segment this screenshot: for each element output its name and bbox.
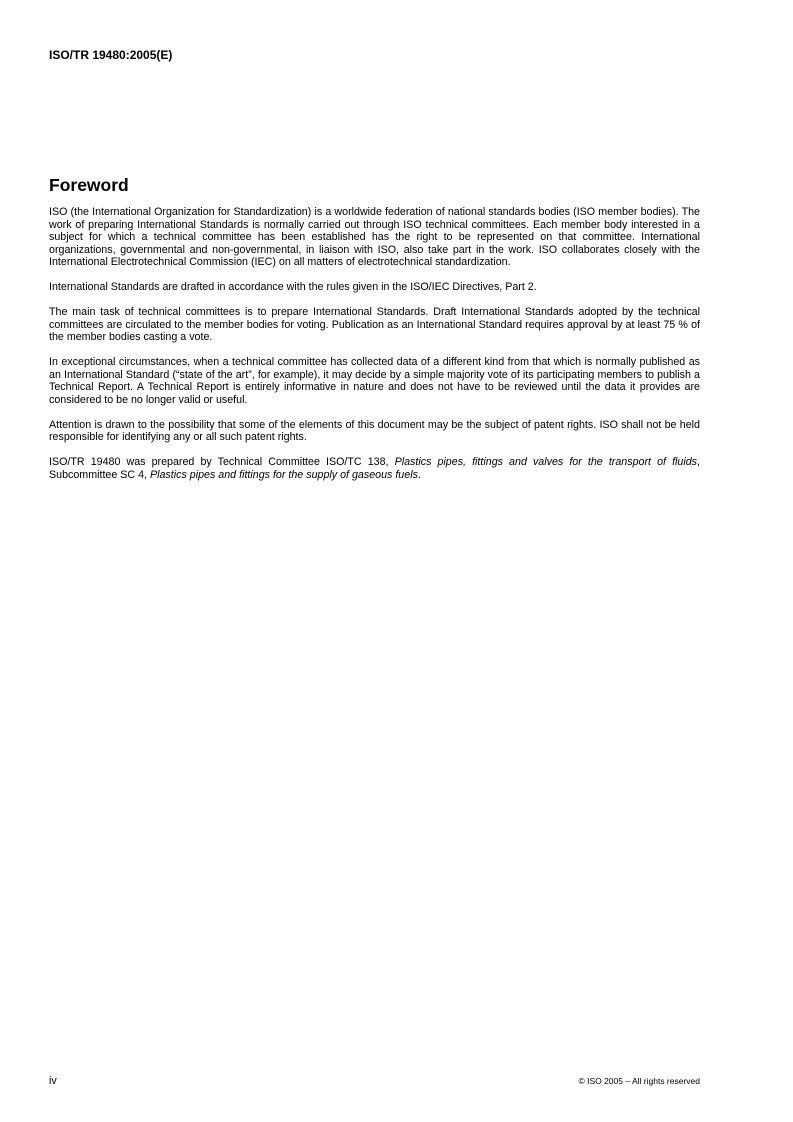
tc-title-italic: Plastics pipes, fittings and valves for the transport of fluids	[394, 456, 698, 468]
paragraph-directives: International Standards are drafted in accordance with the rules given in the ISO/IEC Directives, Part 2.	[49, 281, 537, 293]
section-title: Foreword	[49, 175, 129, 195]
sc-title-italic: Plastics pipes and fittings for the supply of gaseous fuels	[149, 468, 418, 481]
page-number: iv	[49, 1075, 57, 1087]
copyright-notice: © ISO 2005 – All rights reserved	[578, 1076, 700, 1086]
paragraph-exceptional: In exceptional circumstances, when a technical committee has collected data of a different kind from that which is normally published as an International Standard (“state of the art”, for example), it may decide by a simple majority vote of its participating members to publish a Technical Report. A Technical Report is entirely informative in nature and does not have to be reviewed until the data it provides are considered to be no longer valid or useful.	[49, 356, 700, 406]
subcommittee-text: , Subcommittee SC 4,	[49, 456, 701, 481]
paragraph-iso-intro: ISO (the International Organization for Standardization) is a worldwide federation of national standards bodies (ISO member bodies). The work of preparing International Standards is normally carried out through ISO technical committees. Each member body interested in a subject for which a technical committee has been established has the right to be represented on that committee. International organizations, governmental and non-governmental, in liaison with ISO, also take part in the work. ISO collaborates closely with the International Electrotechnical Commission (IEC) on all matters of electrotechnical standardization.	[49, 206, 700, 268]
paragraph-patent: Attention is drawn to the possibility that some of the elements of this document may be the subject of patent rights. ISO shall not be held responsible for identifying any or all such patent rights.	[49, 418, 700, 443]
foreword-body	[49, 206, 700, 481]
prepared-by-text: ISO/TR 19480 was prepared by Technical Committee ISO/TC 138,	[49, 456, 395, 468]
document-header: ISO/TR 19480:2005(E)	[49, 48, 173, 62]
paragraph-main-task: The main task of technical committees is to prepare International Standards. Draft International Standards adopted by the technical committees are circulated to the member bodies for voting. Publication as an International Standard requires approval by at least 75 % of the member bodies casting a vote.	[49, 306, 700, 343]
final-period: .	[417, 468, 421, 481]
paragraph-prepared-by	[49, 456, 700, 481]
